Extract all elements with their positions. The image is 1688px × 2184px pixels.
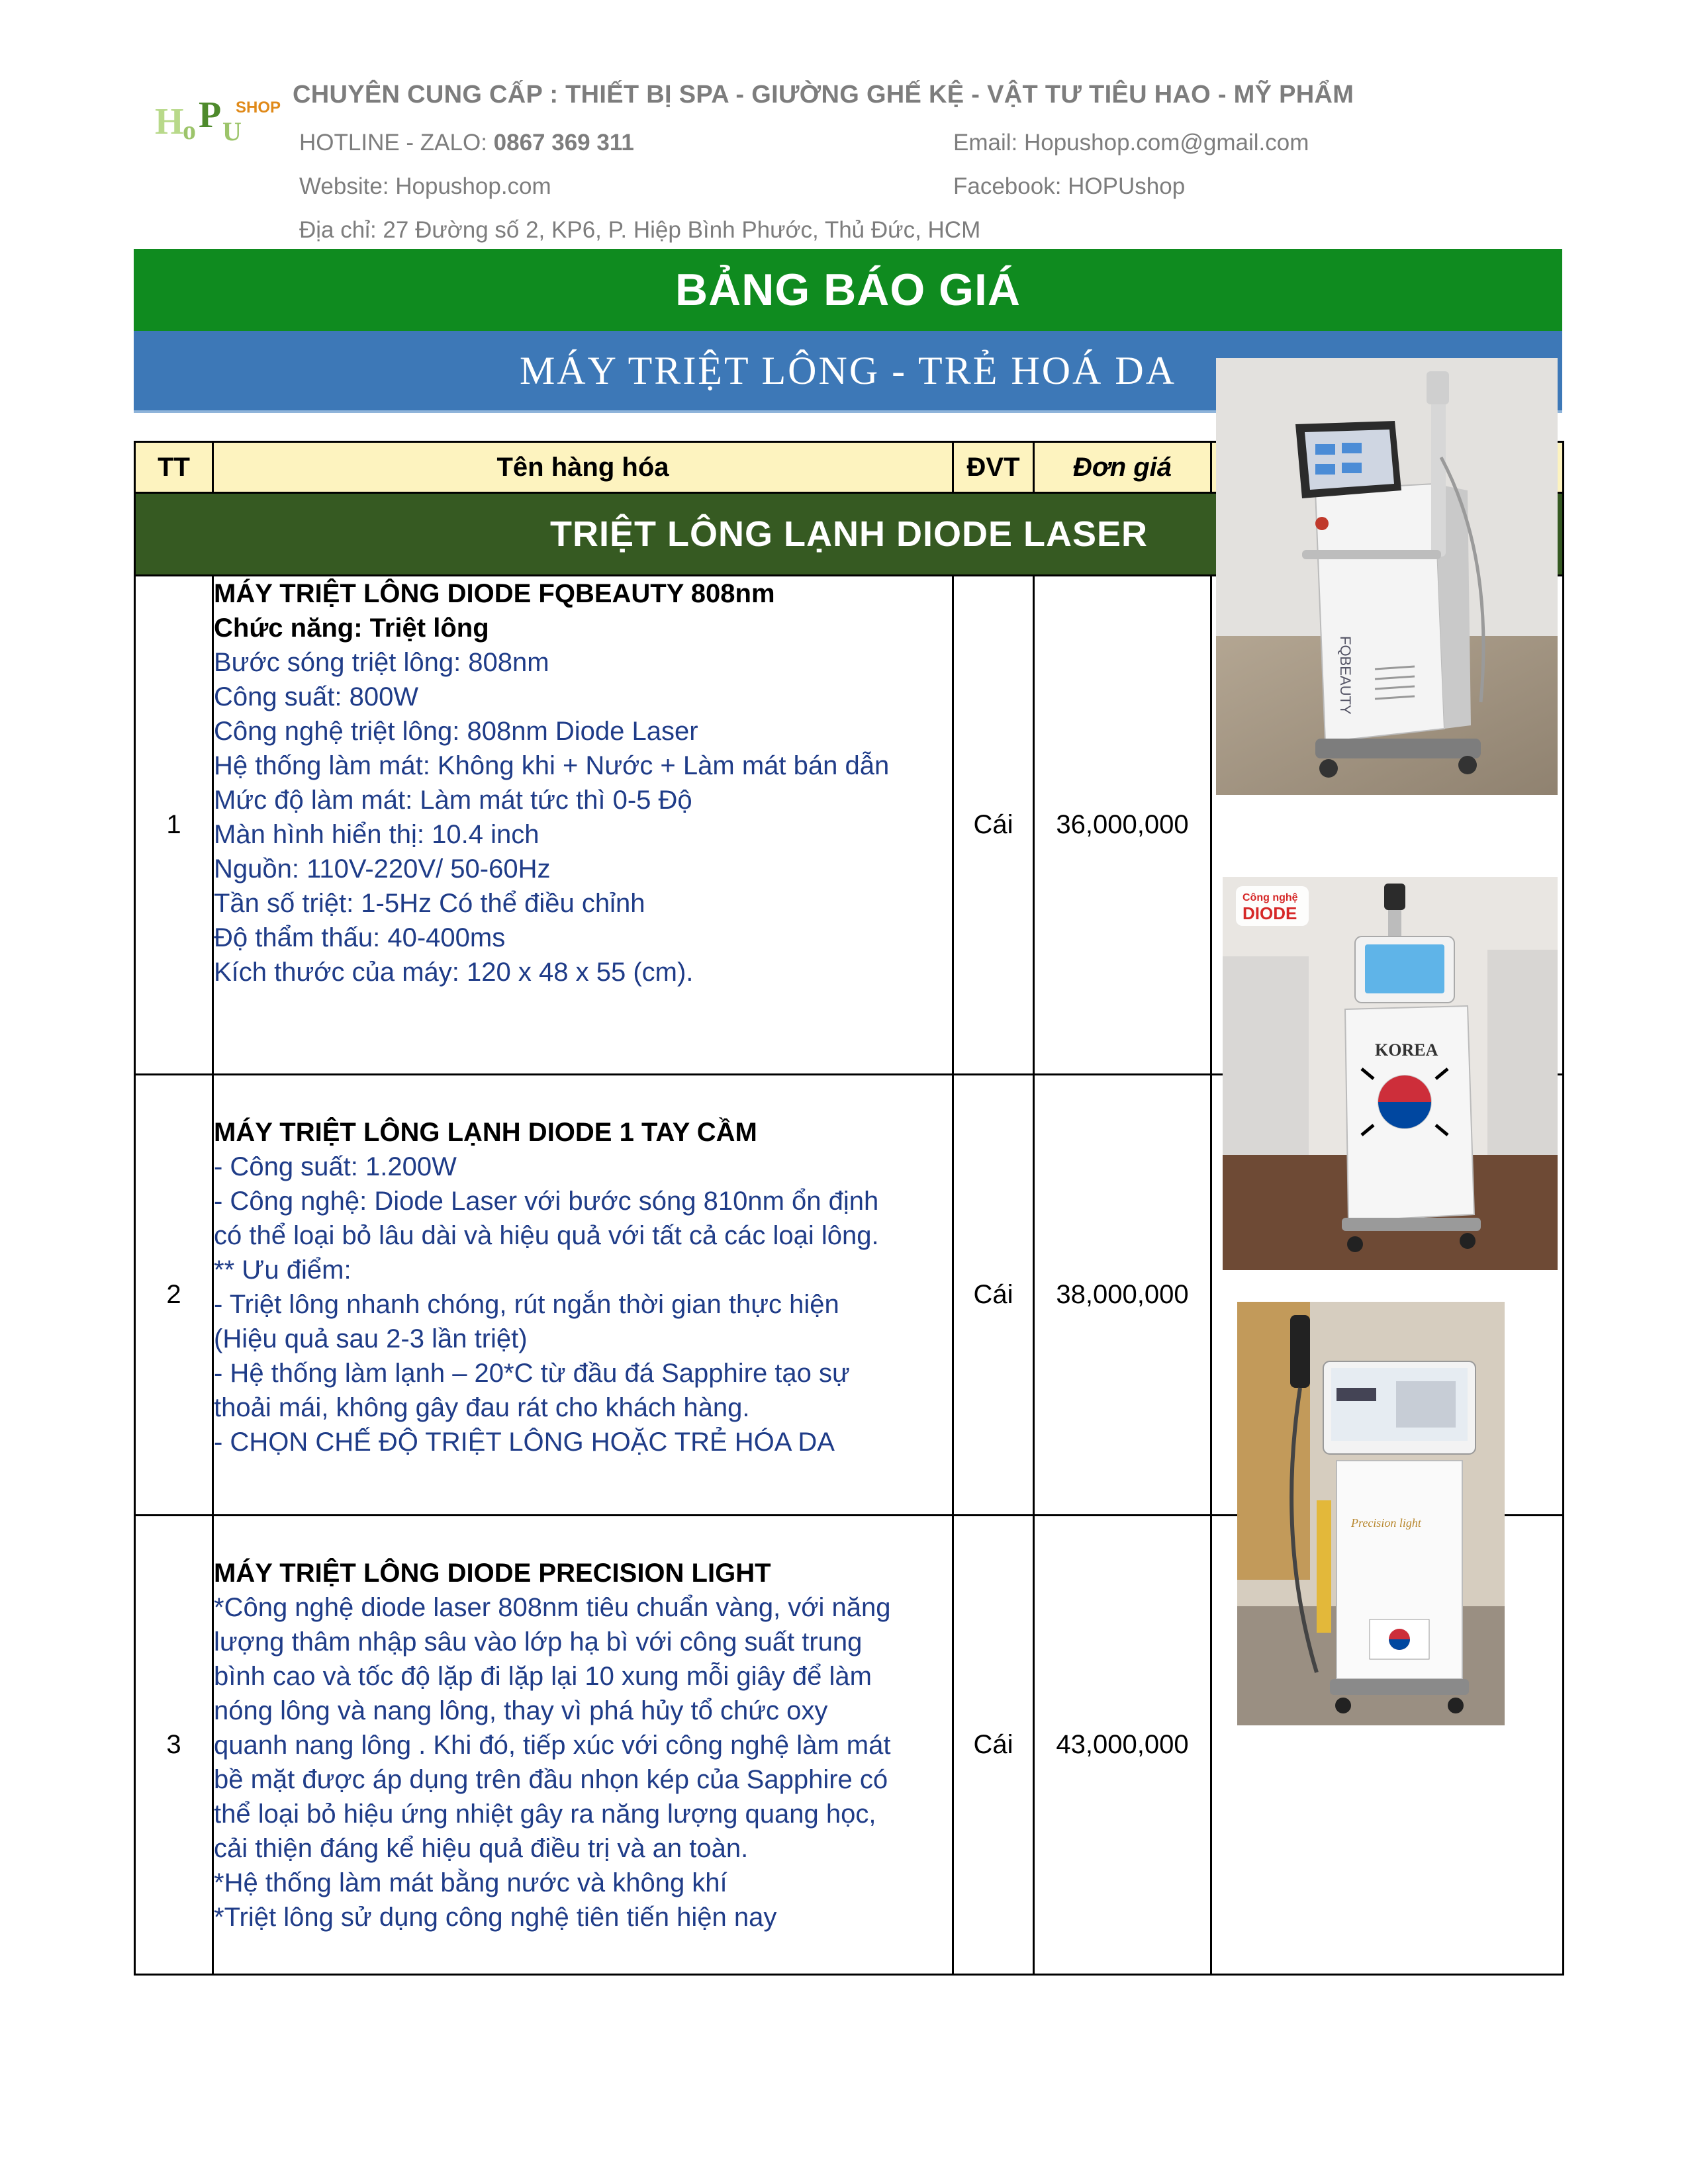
product-function: Chức năng: Triệt lông xyxy=(214,614,489,643)
spec-line: (Hiệu quả sau 2-3 lần triệt) xyxy=(214,1324,528,1353)
product-image xyxy=(1223,877,1558,1270)
spec-line: Mức độ làm mát: Làm mát tức thì 0-5 Độ xyxy=(214,786,692,815)
svg-text:KOREA: KOREA xyxy=(1375,1040,1438,1060)
spec-line: Công suất: 800W xyxy=(214,682,419,711)
price-cell: 38,000,000 xyxy=(1034,1075,1211,1516)
page-title: BẢNG BÁO GIÁ xyxy=(675,265,1021,315)
page-subtitle: MÁY TRIỆT LÔNG - TRẺ HOÁ DA xyxy=(519,348,1177,392)
spec-line: bình cao và tốc độ lặp đi lặp lại 10 xung mỗi giây để làm xyxy=(214,1662,872,1691)
facebook[interactable]: Facebook: HOPUshop xyxy=(953,173,1186,199)
spec-line: - Hệ thống làm lạnh – 20*C từ đầu đá Sapphire tạo sự xyxy=(214,1359,850,1388)
spec-line: Nguồn: 110V-220V/ 50-60Hz xyxy=(214,854,551,884)
col-header-tt: TT xyxy=(135,442,213,493)
spec-line: thoải mái, không gây đau rát cho khách hàng. xyxy=(214,1393,750,1422)
email[interactable]: Email: Hopushop.com@gmail.com xyxy=(953,130,1309,156)
spec-line: bề mặt được áp dụng trên đầu nhọn kép của Sapphire có xyxy=(214,1765,888,1794)
spec-line: - Triệt lông nhanh chóng, rút ngắn thời gian thực hiện xyxy=(214,1290,839,1319)
svg-text:DIODE: DIODE xyxy=(1243,903,1297,923)
unit-cell: Cái xyxy=(953,1516,1034,1975)
unit-cell: Cái xyxy=(953,576,1034,1075)
product-description xyxy=(213,1075,953,1516)
row-index: 2 xyxy=(135,1075,213,1516)
spec-line: - CHỌN CHẾ ĐỘ TRIỆT LÔNG HOẶC TRẺ HÓA DA xyxy=(214,1428,835,1457)
unit-cell: Cái xyxy=(953,1075,1034,1516)
price-cell: 43,000,000 xyxy=(1034,1516,1211,1975)
svg-text:Công nghệ: Công nghệ xyxy=(1243,892,1298,903)
hotline-number[interactable]: 0867 369 311 xyxy=(493,130,634,156)
website[interactable]: Website: Hopushop.com xyxy=(299,173,551,199)
spec-line: nóng lông và nang lông, thay vì phá hủy tổ chức oxy xyxy=(214,1696,828,1725)
product-name: MÁY TRIỆT LÔNG DIODE FQBEAUTY 808nm xyxy=(214,579,775,608)
spec-line: *Triệt lông sử dụng công nghệ tiên tiến hiện nay xyxy=(214,1903,777,1932)
spec-line: Tần số triệt: 1-5Hz Có thể điều chỉnh xyxy=(214,889,645,918)
spec-line: Công nghệ triệt lông: 808nm Diode Laser xyxy=(214,717,698,746)
product-name: MÁY TRIỆT LÔNG DIODE PRECISION LIGHT xyxy=(214,1559,771,1588)
svg-text:FQBEAUTY: FQBEAUTY xyxy=(1337,636,1354,715)
spec-line: Bước sóng triệt lông: 808nm xyxy=(214,648,549,677)
spec-line: cải thiện đáng kể hiệu quả điều trị và an toàn. xyxy=(214,1834,749,1863)
spec-line: - Công suất: 1.200W xyxy=(214,1152,457,1181)
image-cell xyxy=(1211,1516,1564,1975)
product-image xyxy=(1237,1302,1505,1725)
product-name: MÁY TRIỆT LÔNG LẠNH DIODE 1 TAY CẦM xyxy=(214,1118,757,1147)
spec-line: quanh nang lông . Khi đó, tiếp xúc với công nghệ làm mát xyxy=(214,1731,891,1760)
spec-line: thể loại bỏ hiệu ứng nhiệt gây ra năng lượng quang học, xyxy=(214,1799,876,1829)
svg-text:SHOP: SHOP xyxy=(236,99,281,116)
section-title: TRIỆT LÔNG LẠNH DIODE LASER xyxy=(135,493,1564,576)
svg-text:o: o xyxy=(183,115,196,145)
spec-line: Kích thước của máy: 120 x 48 x 55 (cm). xyxy=(214,958,694,987)
svg-text:P: P xyxy=(199,95,222,136)
spec-line: có thể loại bỏ lâu dài và hiệu quả với tất cả các loại lông. xyxy=(214,1221,879,1250)
quote-table xyxy=(134,441,1564,1976)
row-index: 1 xyxy=(135,576,213,1075)
product-image xyxy=(1216,358,1558,795)
spec-line: *Công nghệ diode laser 808nm tiêu chuẩn vàng, với năng xyxy=(214,1593,891,1622)
product-description xyxy=(213,1516,953,1975)
hotline[interactable] xyxy=(299,130,634,156)
svg-text:H: H xyxy=(155,101,184,142)
hopushop-logo xyxy=(151,93,283,146)
address: Địa chỉ: 27 Đường số 2, KP6, P. Hiệp Bình Phước, Thủ Đức, HCM xyxy=(299,217,981,243)
spec-line: Màn hình hiển thị: 10.4 inch xyxy=(214,820,539,849)
price-cell: 36,000,000 xyxy=(1034,576,1211,1075)
col-header-name: Tên hàng hóa xyxy=(213,442,953,493)
spec-line: *Hệ thống làm mát bằng nước và không khí xyxy=(214,1868,727,1897)
spec-line: Độ thẩm thấu: 40-400ms xyxy=(214,923,506,952)
title-band xyxy=(134,249,1562,331)
row-index: 3 xyxy=(135,1516,213,1975)
svg-text:Precision light: Precision light xyxy=(1351,1516,1421,1529)
col-header-price: Đơn giá xyxy=(1034,442,1211,493)
svg-text:U: U xyxy=(222,116,242,146)
spec-line: Hệ thống làm mát: Không khi + Nước + Làm mát bán dẫn xyxy=(214,751,890,780)
spec-line: lượng thâm nhập sâu vào lớp hạ bì với công suất trung xyxy=(214,1627,863,1657)
table-row xyxy=(135,1516,1564,1975)
spec-line: - Công nghệ: Diode Laser với bước sóng 810nm ổn định xyxy=(214,1187,879,1216)
hotline-label: HOTLINE - ZALO: xyxy=(299,130,494,156)
col-header-unit: ĐVT xyxy=(953,442,1034,493)
product-description xyxy=(213,576,953,1075)
company-tagline: CHUYÊN CUNG CẤP : THIẾT BỊ SPA - GIƯỜNG GHẾ KỆ - VẬT TƯ TIÊU HAO - MỸ PHẨM xyxy=(293,81,1354,109)
spec-line: ** Ưu điểm: xyxy=(214,1255,352,1285)
